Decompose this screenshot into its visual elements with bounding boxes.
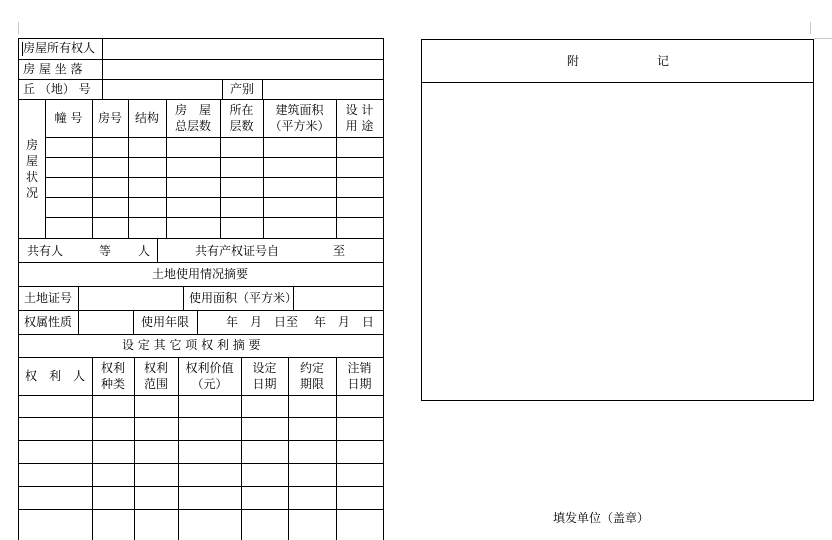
house-status-header-3: 房 屋 总层数: [174, 103, 211, 133]
annex-notes-box: [421, 39, 814, 401]
rights-header-5: 约定 期限: [299, 361, 324, 391]
annex-title-right: 记: [657, 54, 670, 68]
rights-header-3: 权利价值 （元）: [185, 361, 234, 391]
parcel-number-label: 丘 （地） 号: [23, 82, 91, 96]
annex-header-divider: [422, 82, 813, 83]
rights-header-0: 权 利 人: [24, 369, 85, 383]
house-status-header-6: 设 计 用 途: [345, 103, 374, 133]
house-status-header-0: 幢 号: [54, 111, 83, 125]
rights-header-4: 设定 日期: [252, 361, 277, 391]
land-area-label: 使用面积（平方米）: [189, 291, 298, 305]
house-status-side-label: 房 屋 状 况: [25, 138, 38, 200]
house-status-header-2: 结构: [134, 111, 159, 125]
crop-mark-top-right: [810, 22, 811, 34]
registration-form: [0, 0, 400, 540]
ownership-nature-label: 权属性质: [24, 315, 73, 329]
location-label: 房 屋 坐 落: [23, 62, 83, 76]
owner-label: 房屋所有权人: [23, 41, 96, 55]
house-status-header-1: 房号: [97, 111, 122, 125]
property-type-label: 产别: [230, 82, 255, 96]
coowner-unit: 人: [138, 244, 151, 258]
house-status-header-5: 建筑面积 （平方米）: [269, 103, 330, 133]
crop-mark-right-top: [814, 38, 832, 39]
rights-header-2: 权利 范围: [143, 361, 168, 391]
rights-header-6: 注销 日期: [347, 361, 372, 391]
usage-term-label: 使用年限: [141, 315, 190, 329]
coowner-to-label: 至: [333, 244, 346, 258]
land-cert-label: 土地证号: [24, 291, 73, 305]
coowner-mid: 等: [99, 244, 112, 258]
rights-header-1: 权利 种类: [100, 361, 125, 391]
land-section-title: 土地使用情况摘要: [152, 267, 249, 281]
usage-date-range: 年 月 日至 年 月 日: [226, 315, 374, 329]
house-status-header-4: 所在 层数: [229, 103, 254, 133]
annex-title-left: 附: [567, 54, 580, 68]
coowner-cert-label: 共有产权证号自: [195, 244, 280, 258]
rights-section-title: 设 定 其 它 项 权 利 摘 要: [122, 338, 261, 352]
issuer-stamp-label: 填发单位（盖章）: [553, 511, 650, 525]
coowner-label: 共有人: [27, 244, 64, 258]
